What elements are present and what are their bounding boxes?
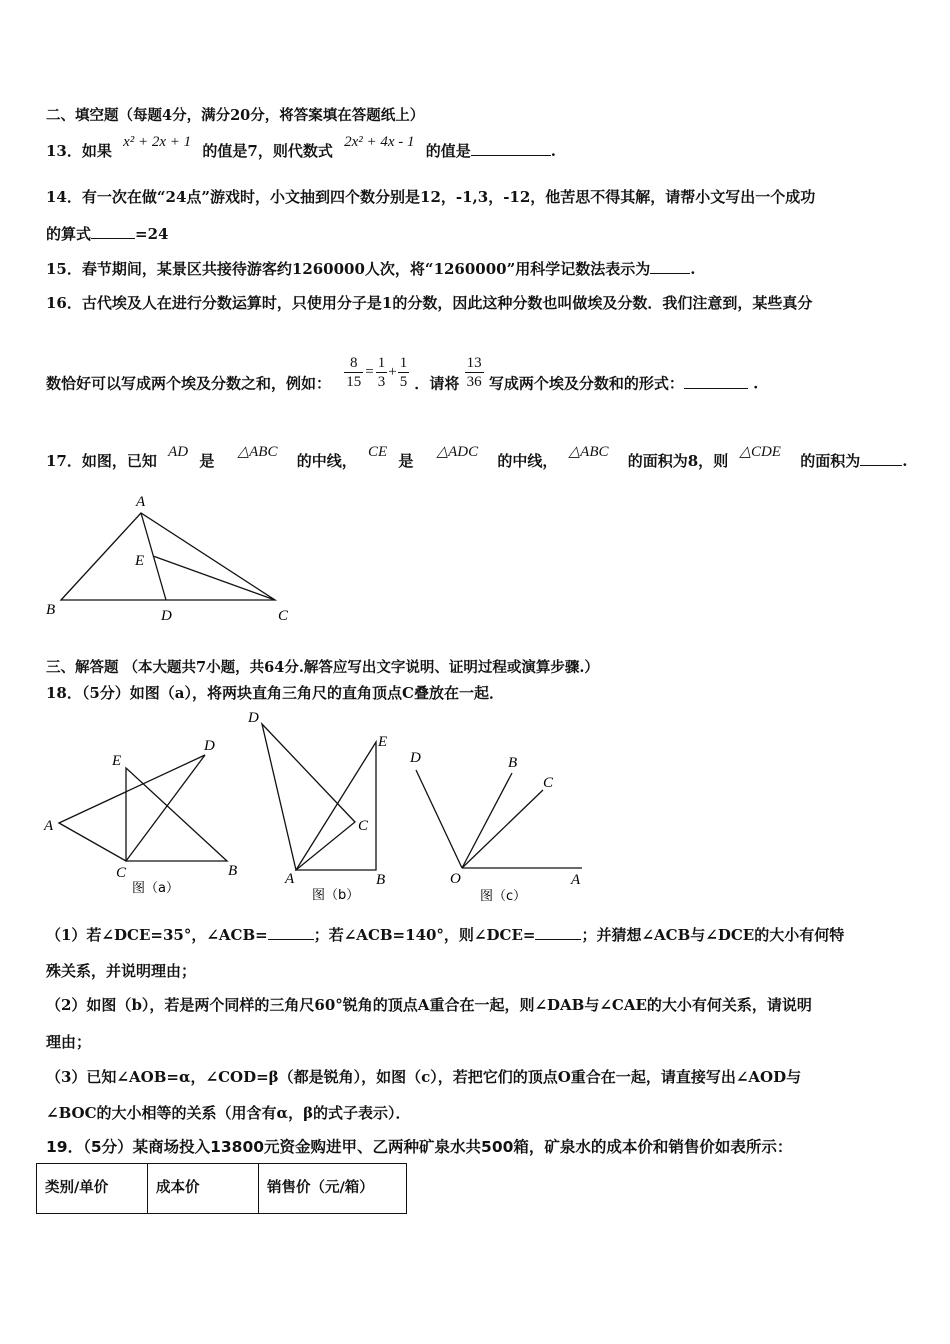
q17-median1: 的中线， <box>296 452 357 470</box>
q17-area-ask: 的面积为 <box>800 452 861 470</box>
question-15 <box>46 258 696 279</box>
q13-mid: 的值是7，则代数式 <box>202 142 333 160</box>
triangle-ecb <box>126 768 227 861</box>
q15-end: . <box>690 260 696 278</box>
q19-price-table <box>36 1163 407 1214</box>
q19-intro: 19．（5分）某商场投入13800元资金购进甲、乙两种矿泉水共500箱，矿泉水的成本价和销售价如表所示： <box>46 1138 793 1156</box>
fig-a-label-a: A <box>44 818 54 834</box>
ray-oc <box>462 790 543 868</box>
q17-triangle-figure <box>40 490 310 630</box>
section-2-header: 二、填空题（每题4分，满分20分，将答案填在答题纸上） <box>46 107 425 124</box>
q18-figure-a <box>40 730 250 900</box>
q18-figure-b <box>240 706 410 906</box>
q17-answer-blank[interactable] <box>860 451 902 466</box>
q16-fraction-13-36: $\frac{13}{36}$ <box>466 355 482 390</box>
table-row <box>37 1164 407 1214</box>
table-header-category: 类别/单价 <box>37 1164 148 1214</box>
q18-p1-a: （1）若∠DCE=35°，∠ACB= <box>46 926 268 944</box>
q18-intro: 18．（5分）如图（a），将两块直角三角尺的直角顶点C叠放在一起． <box>46 684 504 702</box>
label-c: C <box>278 608 289 624</box>
table-header-sale: 销售价（元/箱） <box>259 1164 407 1214</box>
q18-part2-line2: 理由； <box>46 1033 92 1051</box>
q16-ask-suffix: 写成两个埃及分数和的形式： <box>488 374 684 393</box>
q18-part3-line1: （3）已知∠AOB=α，∠COD=β（都是锐角），如图（c），若把它们的顶点O重合在一起，请直接写出∠AOD与 <box>46 1068 802 1086</box>
fig-b-label-b: B <box>376 872 386 888</box>
fig-a-label-c: C <box>116 865 127 881</box>
fig-b-label-a: A <box>285 871 295 887</box>
q18-p1-b: ；若∠ACB=140°，则∠DCE= <box>313 926 536 944</box>
q17-tri-cde: △CDE <box>739 444 781 460</box>
q17-tri-abc: △ABC <box>237 444 278 460</box>
fig-b-label-c: C <box>358 818 369 834</box>
fig-a-caption: 图（a） <box>132 881 179 896</box>
q16-line2-prefix: 数恰好可以写成两个埃及分数之和，例如： <box>46 374 332 393</box>
fig-c-label-b: B <box>508 755 518 771</box>
q17-ce: CE <box>367 444 388 460</box>
q16-line2: 数恰好可以写成两个埃及分数之和，例如： $\frac{8}{15}$ = $\frac{1}{3}$ + $\frac{1}{5}$ ．请将 $\frac{13}{36}$ 写成两个埃及分数和的形式： . <box>46 355 759 393</box>
fig-c-label-o: O <box>450 871 461 887</box>
q18-part1-line2: 殊关系，并说明理由； <box>46 962 197 980</box>
ray-ob <box>462 773 512 868</box>
triangle-acd <box>59 755 205 861</box>
triangle-abc <box>61 513 275 600</box>
q14-line1: 14．有一次在做“24点”游戏时，小文抽到四个数分别是12，-1,3，-12，他苦思不得其解，请帮小文写出一个成功 <box>46 188 816 206</box>
q16-fraction-1-3: $\frac{1}{3}$ <box>377 355 386 390</box>
fig-b-caption: 图（b） <box>312 888 360 903</box>
q14-line2 <box>46 223 168 244</box>
q16-answer-blank[interactable] <box>684 374 748 389</box>
fig-c-label-a: A <box>571 872 581 888</box>
q17-area-text: 的面积为8，则 <box>627 452 729 470</box>
label-a: A <box>136 494 146 510</box>
q18-figure-c <box>400 740 595 905</box>
q18-p1-c: ；并猜想∠ACB与∠DCE的大小有何特 <box>581 926 845 944</box>
q14-line2-prefix: 的算式 <box>46 225 92 243</box>
q18-p1-blank1[interactable] <box>268 925 314 940</box>
q18-p1-blank2[interactable] <box>535 925 581 940</box>
q16-ask-prefix: ．请将 <box>414 374 460 393</box>
fig-a-label-d: D <box>204 738 215 754</box>
q17-prefix: 17．如图，已知 <box>46 452 157 470</box>
label-b: B <box>46 602 56 618</box>
fig-a-label-e: E <box>112 753 122 769</box>
q16-end: . <box>753 374 759 393</box>
q17-end: . <box>902 452 908 470</box>
q17-is2: 是 <box>398 452 414 470</box>
q17-median2: 的中线， <box>497 452 558 470</box>
fig-c-label-d: D <box>410 750 421 766</box>
median-ce <box>153 556 275 600</box>
fig-b-label-e: E <box>378 734 388 750</box>
q13-expr1: x² + 2x + 1 <box>123 134 192 150</box>
fig-c-label-c: C <box>543 775 554 791</box>
q14-line2-suffix: =24 <box>135 225 169 243</box>
triangle-eba <box>296 742 376 870</box>
q18-part3-line2: ∠BOC的大小相等的关系（用含有α，β的式子表示）． <box>46 1104 411 1122</box>
q17-tri-adc: △ADC <box>436 444 479 460</box>
q16-fraction-1-5: $\frac{1}{5}$ <box>399 355 408 390</box>
label-d: D <box>161 608 172 624</box>
q15-prefix: 15．春节期间，某景区共接待游客约1260000人次，将“1260000”用科学记数法表示为 <box>46 260 651 278</box>
q13-expr2: 2x² + 4x - 1 <box>344 134 415 150</box>
q18-part1-line1 <box>46 924 844 945</box>
q17-tri-abc-2: △ABC <box>568 444 609 460</box>
q17-is1: 是 <box>199 452 215 470</box>
question-17 <box>46 444 908 471</box>
q14-answer-blank[interactable] <box>91 224 135 239</box>
q16-fraction-8-15: $\frac{8}{15}$ <box>346 355 362 390</box>
label-e: E <box>135 553 145 569</box>
ray-od <box>416 770 462 868</box>
q15-answer-blank[interactable] <box>650 259 690 274</box>
q13-end: . <box>550 142 557 160</box>
q16-line1: 16．古代埃及人在进行分数运算时，只使用分子是1的分数，因此这种分数也叫做埃及分数．我们注意到，某些真分 <box>46 294 813 312</box>
table-header-cost: 成本价 <box>148 1164 259 1214</box>
section-3-header: 三、解答题 （本大题共7小题，共64分.解答应写出文字说明、证明过程或演算步骤.） <box>46 659 599 676</box>
q13-prefix: 13．如果 <box>46 142 112 160</box>
q13-answer-blank[interactable] <box>471 141 551 156</box>
q18-part2-line1: （2）如图（b），若是两个同样的三角尺60°锐角的顶点A重合在一起，则∠DAB与∠CAE的大小有何关系，请说明 <box>46 996 812 1014</box>
fig-b-label-d: D <box>248 710 259 726</box>
question-13 <box>46 134 557 161</box>
fig-c-caption: 图（c） <box>480 889 527 904</box>
q13-suffix: 的值是 <box>425 142 471 160</box>
fig-a-label-b: B <box>228 863 238 879</box>
q17-ad: AD <box>168 444 189 460</box>
